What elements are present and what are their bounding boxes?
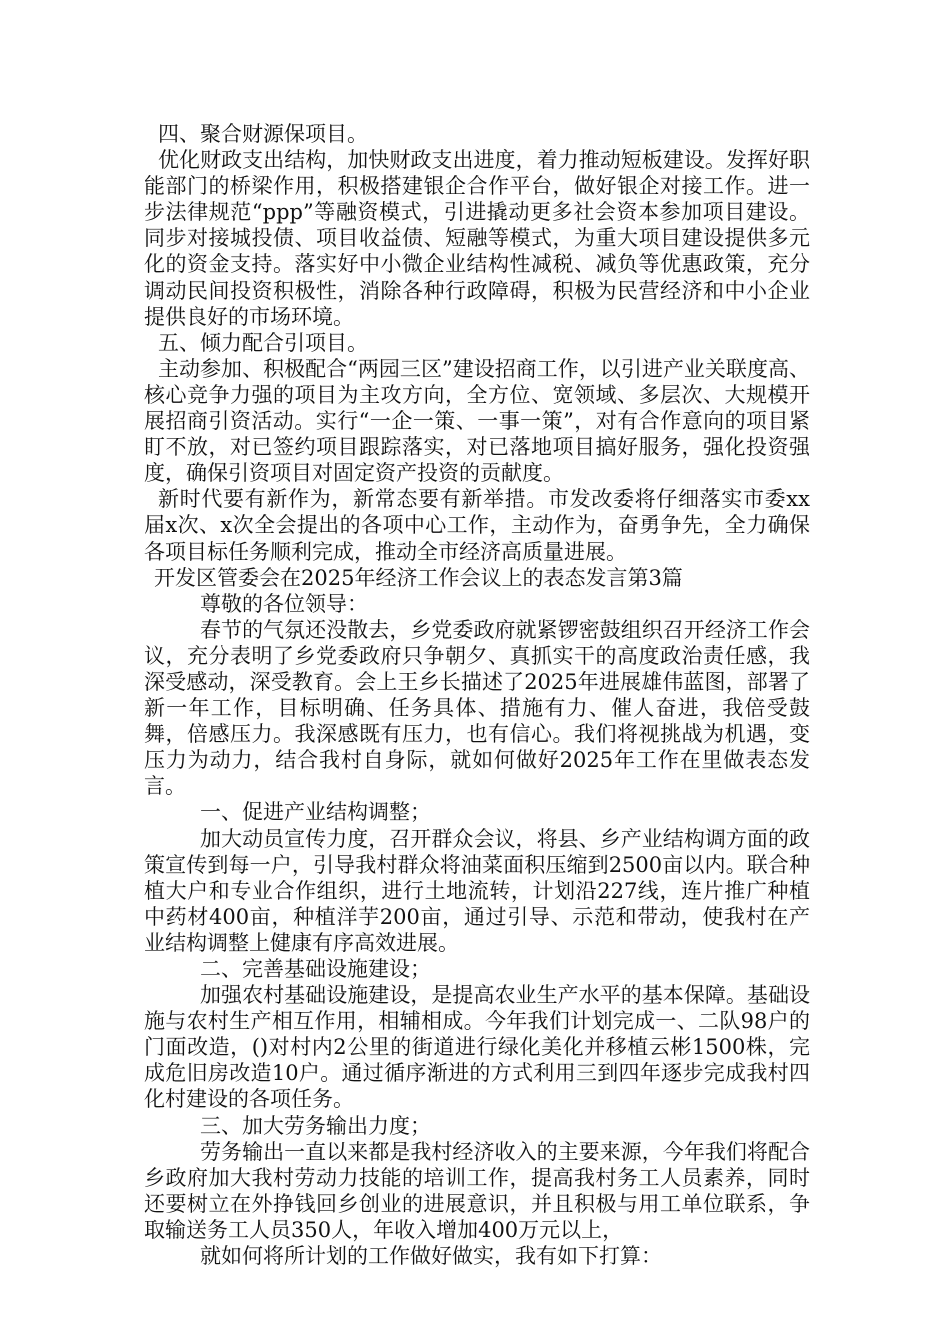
document-page bbox=[144, 121, 810, 1269]
section-heading-5: 五、倾力配合引项目。 bbox=[158, 330, 368, 355]
paragraph: 劳务输出一直以来都是我村经济收入的主要来源，今年我们将配合乡政府加大我村劳动力技能的培训工作，提高我村务工人员素养，同时还要树立在外挣钱回乡创业的进展意识，并且积极与用工单位联系，争取输送务工人员350人，年收入增加400万元以上， bbox=[144, 1139, 810, 1242]
paragraph: 加大动员宣传力度，召开群众会议，将县、乡产业结构调方面的政策宣传到每一户，引导我村群众将油菜面积压缩到2500亩以内。联合种植大户和专业合作组织，进行土地流转，计划沿227线，连片推广种植中药材400亩，种植洋芋200亩，通过引导、示范和带动，使我村在产业结构调整上健康有序高效进展。 bbox=[144, 826, 810, 955]
paragraph-closing: 就如何将所计划的工作做好做实，我有如下打算： bbox=[200, 1244, 662, 1269]
section-heading-4: 四、聚合财源保项目。 bbox=[158, 122, 368, 146]
salutation: 尊敬的各位领导： bbox=[200, 591, 368, 616]
paragraph: 优化财政支出结构，加快财政支出进度，着力推动短板建设。发挥好职能部门的桥梁作用，积极搭建银企合作平台，做好银企对接工作。进一步法律规范“ppp”等融资模式，引进撬动更多社会资本参加项目建设。同步对接城投债、项目收益债、短融等模式，为重大项目建设提供多元化的资金支持。落实好中小微企业结构性减税、减负等优惠政策，充分调动民间投资积极性，消除各种行政障碍，积极为民营经济和中小企业提供良好的市场环境。 bbox=[144, 148, 810, 329]
article-title: 开发区管委会在2025年经济工作会议上的表态发言第3篇 bbox=[154, 565, 683, 590]
paragraph: 加强农村基础设施建设，是提高农业生产水平的基本保障。基础设施与农村生产相互作用，相辅相成。今年我们计划完成一、二队98户的门面改造，()对村内2公里的街道进行绿化美化并移植云彬1500株，完成危旧房改造10户。通过循序渐进的方式利用三到四年逐步完成我村四化村建设的各项任务。 bbox=[144, 983, 810, 1112]
paragraph: 新时代要有新作为，新常态要有新举措。市发改委将仔细落实市委xx届x次、x次全会提出的各项中心工作，主动作为，奋勇争先，全力确保各项目标任务顺利完成，推动全市经济高质量进展。 bbox=[144, 487, 810, 564]
paragraph: 主动参加、积极配合“两园三区”建设招商工作，以引进产业关联度高、核心竞争力强的项目为主攻方向，全方位、宽领域、多层次、大规模开展招商引资活动。实行“一企一策、一事一策”，对有合作意向的项目紧盯不放，对已签约项目跟踪落实，对已落地项目搞好服务，强化投资强度，确保引资项目对固定资产投资的贡献度。 bbox=[144, 356, 810, 486]
subsection-heading-2: 二、完善基础设施建设； bbox=[200, 957, 431, 981]
subsection-heading-1: 一、促进产业结构调整； bbox=[200, 800, 431, 825]
subsection-heading-3: 三、加大劳务输出力度； bbox=[200, 1113, 431, 1138]
paragraph: 春节的气氛还没散去，乡党委政府就紧锣密鼓组织召开经济工作会议，充分表明了乡党委政府只争朝夕、真抓实干的高度政治责任感，我深受感动，深受教育。会上王乡长描述了2025年进展雄伟蓝图，部署了新一年工作，目标明确、任务具体、措施有力、催人奋进，我倍受鼓舞，倍感压力。我深感既有压力，也有信心。我们将视挑战为机遇，变压力为动力，结合我村自身际，就如何做好2025年工作在里做表态发言。 bbox=[144, 617, 810, 799]
